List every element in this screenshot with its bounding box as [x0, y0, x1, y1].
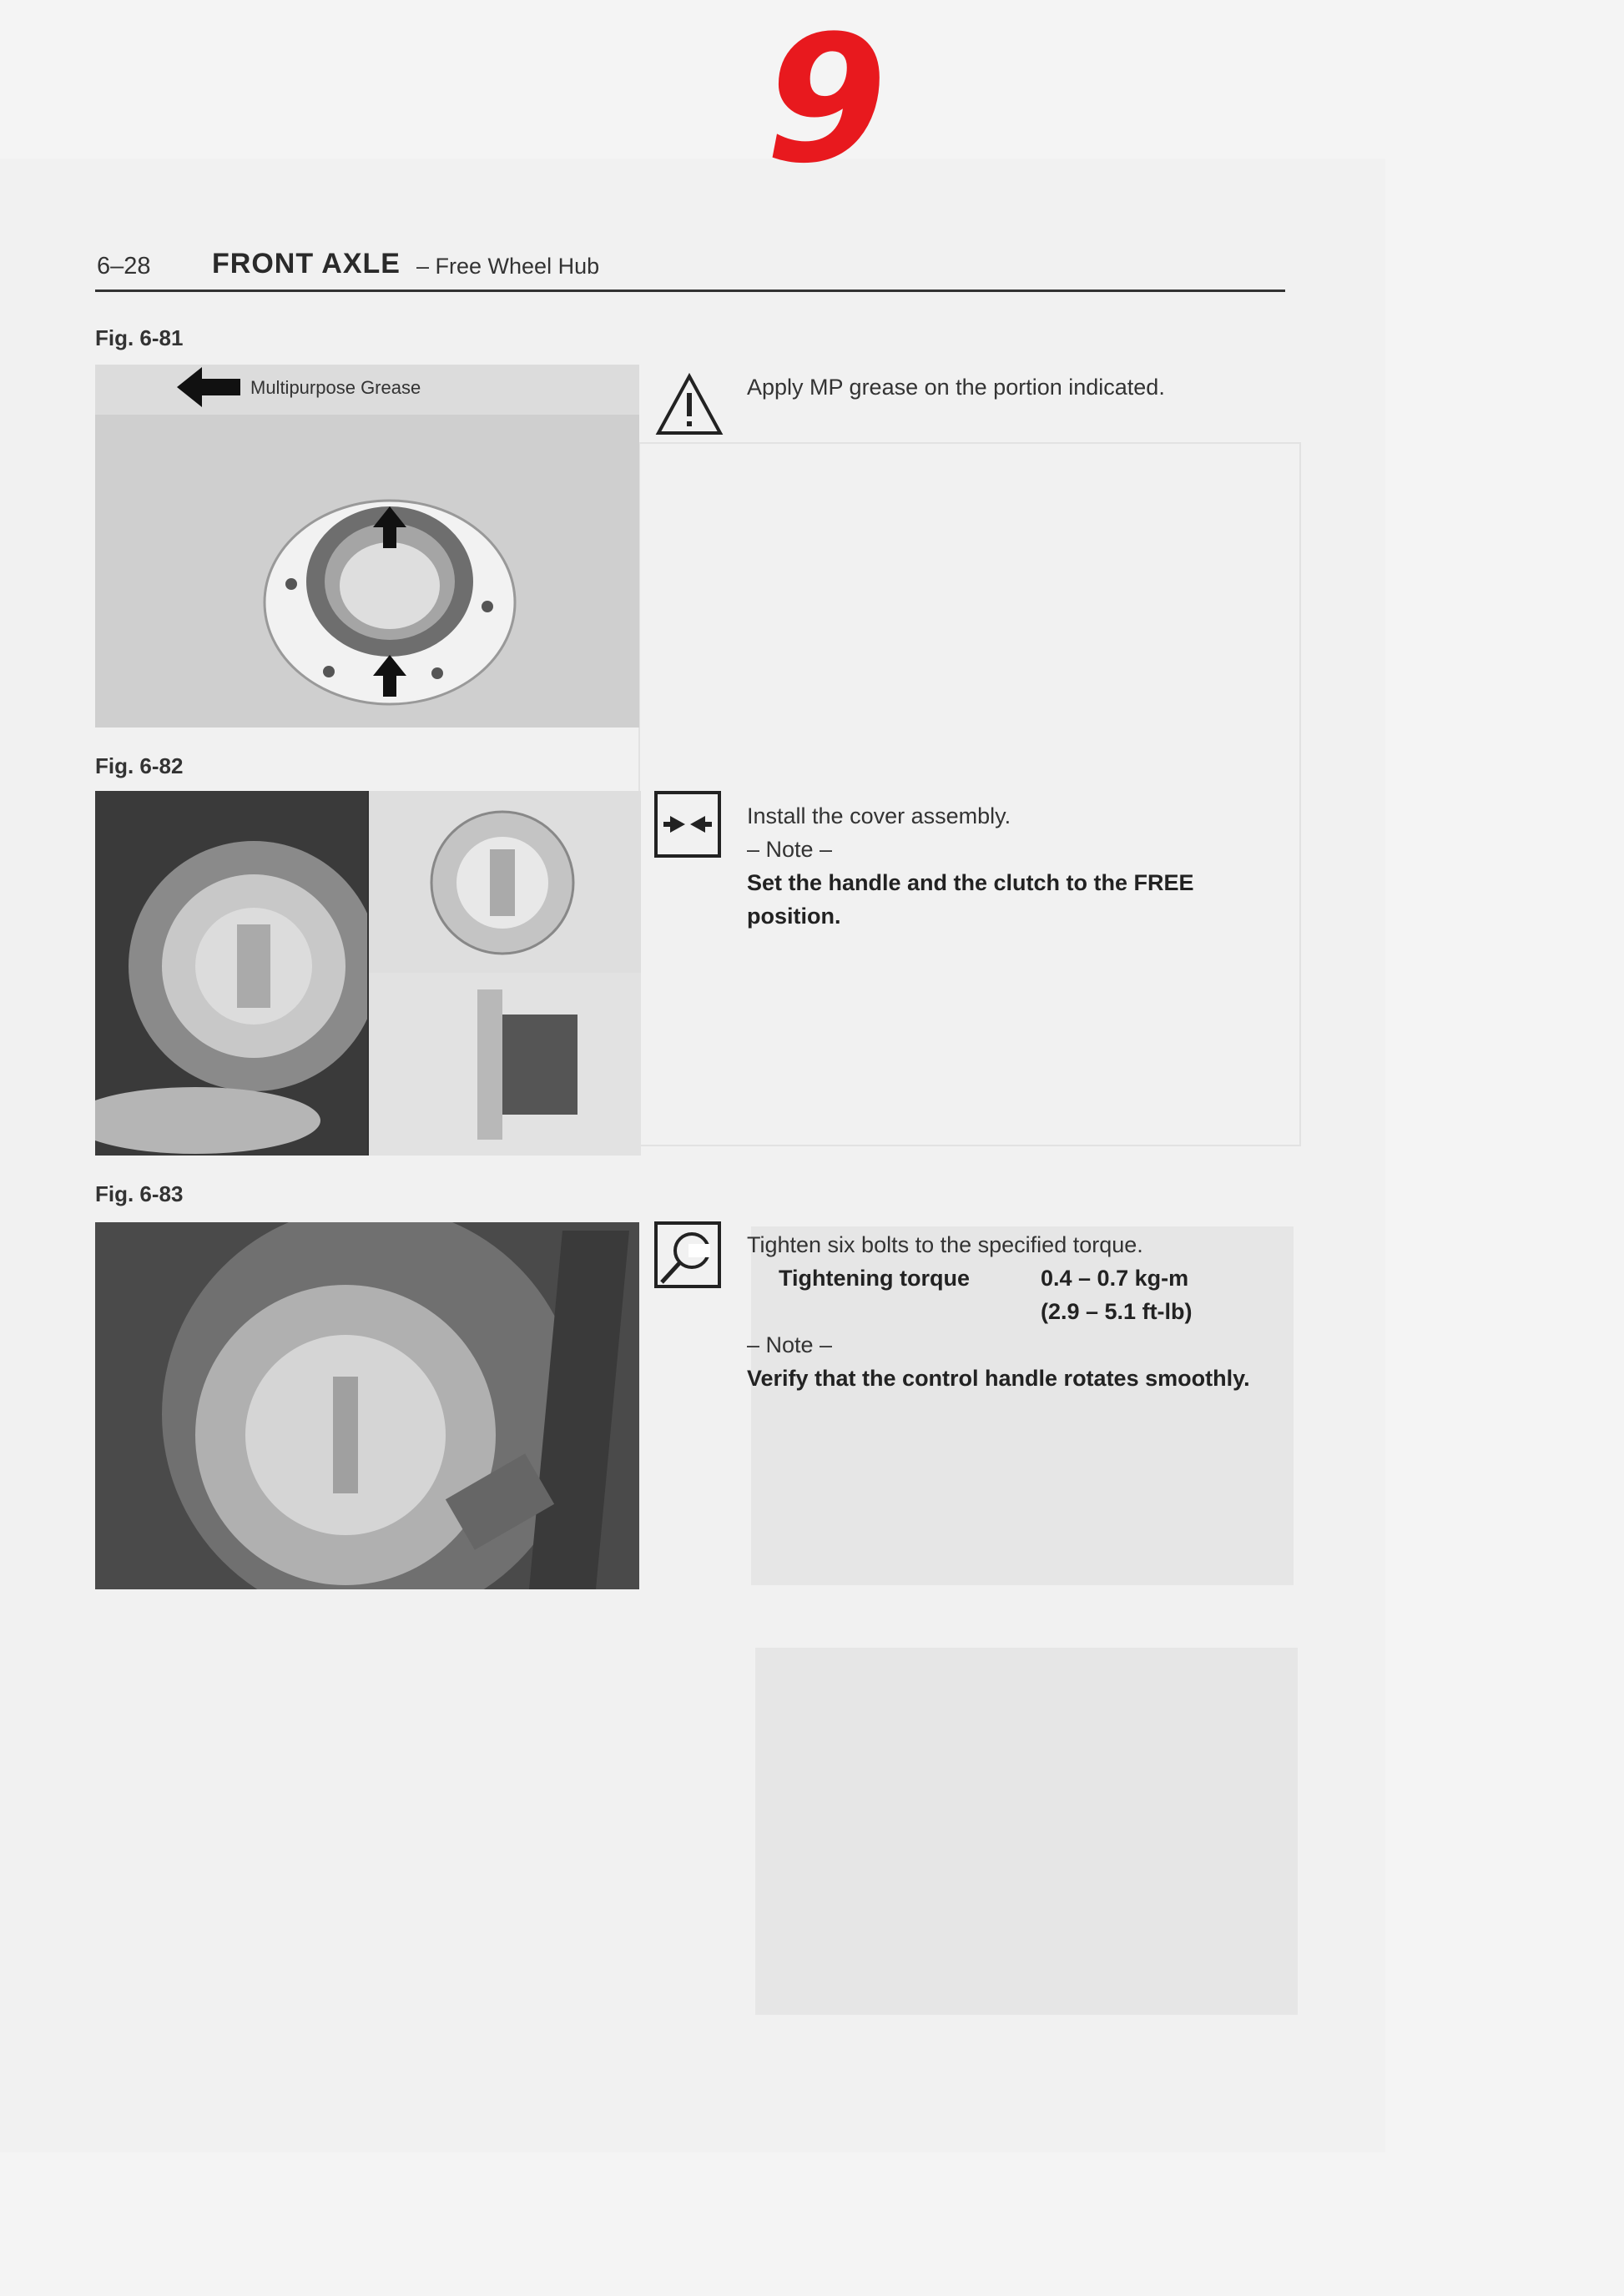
note-text: position.: [747, 904, 841, 929]
page-header: [95, 246, 1285, 292]
figure-label: Fig. 6-83: [95, 1181, 184, 1206]
section-subtitle: – Free Wheel Hub: [416, 254, 600, 279]
bleed-through-diagram-frame: [638, 442, 1301, 1146]
cover-side-illustration: [369, 973, 641, 1156]
figure-photo-torque: [95, 1222, 639, 1589]
figure-photo-cover-install: [95, 791, 367, 1156]
left-arrow-icon: [177, 367, 240, 407]
hub-body-illustration: [95, 365, 639, 728]
cover-install-illustration: [95, 791, 367, 1156]
note-text: Set the handle and the clutch to the FREE: [747, 870, 1194, 895]
cover-top-illustration: [369, 791, 641, 973]
figure-label: Fig. 6-81: [95, 325, 184, 350]
note-heading: – Note –: [747, 837, 833, 862]
figure-label: Fig. 6-82: [95, 753, 184, 778]
torque-imperial-row: [747, 1295, 1298, 1328]
torque-wrench-icon: [653, 1221, 722, 1289]
torque-value: 0.4 – 0.7 kg-m: [1041, 1266, 1189, 1291]
step-install-text: Install the cover assembly.: [747, 803, 1011, 828]
page-number-marker: 9: [764, 0, 888, 202]
install-arrows-icon: [653, 790, 722, 858]
torque-illustration: [95, 1222, 639, 1589]
step-install-block: [747, 799, 1285, 933]
step-torque-text: Tighten six bolts to the specified torque.: [747, 1232, 1143, 1257]
step-torque-block: [747, 1228, 1298, 1395]
torque-label: Tightening torque: [779, 1266, 970, 1291]
bleed-through-photo: [755, 1648, 1298, 2015]
torque-value-imperial: (2.9 – 5.1 ft-lb): [1041, 1299, 1193, 1324]
figure-photo-cover-top: [367, 791, 641, 974]
torque-spec-row: [747, 1261, 1298, 1295]
warning-triangle-icon: [655, 371, 724, 440]
note-heading: – Note –: [747, 1332, 833, 1357]
page-ref: 6–28: [97, 253, 151, 279]
note-text: Verify that the control handle rotates smoothly.: [747, 1366, 1250, 1391]
figure-photo-hub-body: [95, 365, 639, 728]
figure-photo-cover-side: [367, 973, 641, 1156]
section-title: FRONT AXLE: [212, 248, 401, 279]
grease-callout: Multipurpose Grease: [250, 377, 421, 398]
step-grease-text: Apply MP grease on the portion indicated.: [747, 375, 1165, 400]
